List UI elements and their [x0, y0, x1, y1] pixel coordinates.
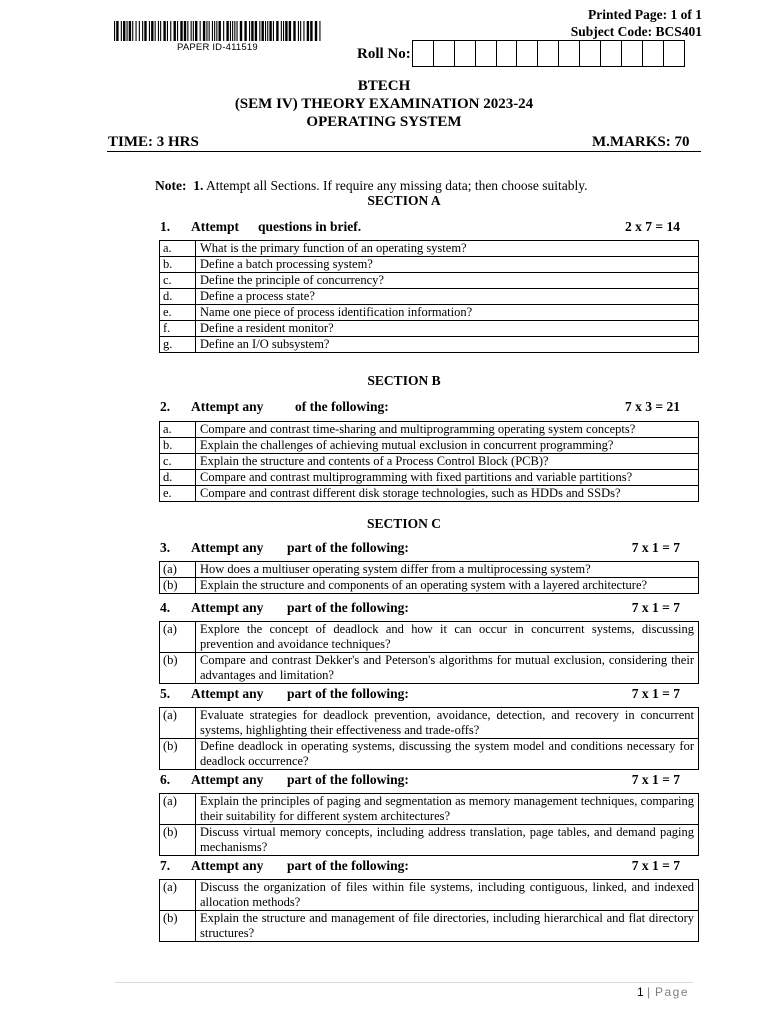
section-c-heading: SECTION C — [367, 516, 441, 531]
barcode-bar — [167, 21, 168, 41]
question-text: Compare and contrast time-sharing and multiprogramming operating system concepts? — [196, 422, 699, 438]
barcode-bar — [191, 21, 192, 41]
question-label: e. — [160, 305, 196, 321]
roll-no-box[interactable] — [663, 40, 685, 67]
roll-no-box[interactable] — [475, 40, 497, 67]
barcode-bar — [149, 21, 150, 41]
question-row — [160, 653, 699, 684]
note-label: Note: — [155, 178, 187, 193]
question-row — [160, 289, 699, 305]
marks-allocation: 7 x 1 = 7 — [631, 858, 680, 873]
barcode-bar — [237, 21, 238, 41]
barcode — [114, 21, 322, 41]
barcode-bar — [195, 21, 197, 41]
note — [155, 178, 588, 194]
question-text: Define a batch processing system? — [196, 257, 699, 273]
question-label: (a) — [160, 708, 196, 739]
question-row — [160, 422, 699, 438]
instruction-rest: part of the following: — [287, 600, 409, 615]
question-label: (b) — [160, 578, 196, 594]
instruction: Attempt any — [191, 686, 264, 701]
roll-no-box[interactable] — [621, 40, 643, 67]
question-row — [160, 578, 699, 594]
question-label: (a) — [160, 880, 196, 911]
barcode-bar — [249, 21, 250, 41]
barcode-bar — [214, 21, 215, 41]
barcode-bar — [114, 21, 115, 41]
page-separator: | — [647, 985, 652, 999]
barcode-bar — [226, 21, 228, 41]
question-label: (a) — [160, 562, 196, 578]
question-row — [160, 438, 699, 454]
instruction-rest: of the following: — [295, 399, 389, 414]
question-label: b. — [160, 438, 196, 454]
question-label: (a) — [160, 622, 196, 653]
question-6-table — [159, 793, 699, 856]
barcode-bar — [203, 21, 205, 41]
question-label: g. — [160, 337, 196, 353]
barcode-bar — [265, 21, 266, 41]
question-row — [160, 337, 699, 353]
barcode-bar — [303, 21, 304, 41]
marks-allocation: 2 x 7 = 14 — [625, 219, 680, 234]
barcode-bar — [281, 21, 282, 41]
note-number: 1. — [193, 178, 204, 193]
barcode-bar — [209, 21, 210, 41]
roll-no-box[interactable] — [516, 40, 538, 67]
question-row — [160, 257, 699, 273]
barcode-bar — [219, 21, 221, 41]
question-number: 5. — [160, 686, 171, 701]
barcode-bar — [200, 21, 201, 41]
question-number: 6. — [160, 772, 171, 787]
marks-allocation: 7 x 1 = 7 — [631, 686, 680, 701]
barcode-bar — [232, 21, 233, 41]
question-text: Evaluate strategies for deadlock prevention, avoidance, detection, and recovery in concurrent systems, highlighting their effectiveness and trade-offs? — [196, 708, 699, 739]
question-4-table — [159, 621, 699, 684]
marks-allocation: 7 x 3 = 21 — [625, 399, 680, 414]
barcode-bar — [142, 21, 143, 41]
question-text: Define a process state? — [196, 289, 699, 305]
question-number: 1. — [160, 219, 171, 234]
question-text: Explain the principles of paging and segmentation as memory management techniques, comparing their suitability for different system architectures? — [196, 794, 699, 825]
question-label: f. — [160, 321, 196, 337]
question-number: 3. — [160, 540, 171, 555]
barcode-bar — [129, 21, 131, 41]
barcode-bar — [212, 21, 213, 41]
barcode-bar — [136, 21, 137, 41]
paper-id: PAPER ID-411519 — [177, 42, 258, 53]
roll-no-box[interactable] — [558, 40, 580, 67]
barcode-bar — [293, 21, 295, 41]
question-text: Compare and contrast multiprogramming with fixed partitions and variable partitions? — [196, 470, 699, 486]
instruction-rest: part of the following: — [287, 772, 409, 787]
question-row — [160, 454, 699, 470]
barcode-bar — [255, 21, 257, 41]
barcode-bar — [180, 21, 182, 41]
barcode-bar — [174, 21, 176, 41]
page-number: 1 — [636, 985, 644, 999]
question-7-table — [159, 879, 699, 942]
question-text: Define an I/O subsystem? — [196, 337, 699, 353]
question-text: Define deadlock in operating systems, discussing the system model and conditions necessary for deadlock occurrence? — [196, 739, 699, 770]
question-row — [160, 273, 699, 289]
marks-allocation: 7 x 1 = 7 — [631, 600, 680, 615]
printed-page: Printed Page: 1 of 1 — [588, 7, 702, 22]
question-label: (b) — [160, 825, 196, 856]
question-label: (b) — [160, 653, 196, 684]
roll-no-box[interactable] — [454, 40, 476, 67]
question-label: b. — [160, 257, 196, 273]
instruction: Attempt any — [191, 399, 264, 414]
marks-allocation: 7 x 1 = 7 — [631, 772, 680, 787]
question-row — [160, 794, 699, 825]
question-row — [160, 470, 699, 486]
barcode-bar — [132, 21, 133, 41]
roll-no-box[interactable] — [412, 40, 434, 67]
barcode-bar — [160, 21, 161, 41]
question-3-table — [159, 561, 699, 594]
question-text: Explain the structure and components of an operating system with a layered architecture? — [196, 578, 699, 594]
barcode-bar — [240, 21, 242, 41]
question-label: a. — [160, 241, 196, 257]
instruction-rest: part of the following: — [287, 858, 409, 873]
instruction: Attempt any — [191, 600, 264, 615]
question-row — [160, 911, 699, 942]
question-2-table — [159, 421, 699, 502]
printed-info — [571, 6, 702, 40]
barcode-bar — [307, 21, 309, 41]
question-row — [160, 321, 699, 337]
barcode-bar — [262, 21, 264, 41]
question-text: Define a resident monitor? — [196, 321, 699, 337]
question-text: Compare and contrast Dekker's and Peterson's algorithms for mutual exclusion, considering their advantages and limitation? — [196, 653, 699, 684]
roll-no-box[interactable] — [579, 40, 601, 67]
question-label: c. — [160, 273, 196, 289]
roll-no-label: Roll No: — [357, 46, 411, 62]
question-label: d. — [160, 289, 196, 305]
barcode-bar — [177, 21, 178, 41]
roll-no-box[interactable] — [642, 40, 664, 67]
question-label: (a) — [160, 794, 196, 825]
barcode-bar — [144, 21, 146, 41]
exam-title: (SEM IV) THEORY EXAMINATION 2023-24 — [234, 96, 534, 112]
instruction: Attempt — [191, 219, 239, 234]
barcode-bar — [251, 21, 253, 41]
question-row — [160, 486, 699, 502]
subject-code: Subject Code: BCS401 — [570, 24, 702, 39]
question-text: Name one piece of process identification information? — [196, 305, 699, 321]
exam-time: TIME: 3 HRS — [108, 134, 199, 150]
question-text: What is the primary function of an operating system? — [196, 241, 699, 257]
barcode-bar — [223, 21, 224, 41]
instruction: Attempt any — [191, 772, 264, 787]
roll-no-box[interactable] — [537, 40, 559, 67]
question-1-table — [159, 240, 699, 353]
max-marks: M.MARKS: 70 — [592, 134, 690, 150]
barcode-bar — [234, 21, 235, 41]
instruction-rest: part of the following: — [287, 540, 409, 555]
subject-title: OPERATING SYSTEM — [306, 114, 462, 130]
section-b-heading: SECTION B — [367, 373, 441, 388]
barcode-bar — [163, 21, 165, 41]
barcode-bar — [267, 21, 268, 41]
barcode-bar — [289, 21, 291, 41]
barcode-bar — [315, 21, 317, 41]
question-text: Discuss virtual memory concepts, including address translation, page tables, and demand paging mechanisms? — [196, 825, 699, 856]
question-text: Define the principle of concurrency? — [196, 273, 699, 289]
question-label: a. — [160, 422, 196, 438]
barcode-bar — [283, 21, 284, 41]
barcode-bar — [230, 21, 231, 41]
question-number: 7. — [160, 858, 171, 873]
question-text: Discuss the organization of files within file systems, including contiguous, linked, and indexed allocation methods? — [196, 880, 699, 911]
question-text: Explain the structure and contents of a Process Control Block (PCB)? — [196, 454, 699, 470]
barcode-bar — [244, 21, 246, 41]
question-row — [160, 305, 699, 321]
question-text: How does a multiuser operating system differ from a multiprocessing system? — [196, 562, 699, 578]
question-text: Compare and contrast different disk storage technologies, such as HDDs and SSDs? — [196, 486, 699, 502]
question-label: (b) — [160, 739, 196, 770]
question-text: Explain the structure and management of file directories, including hierarchical and flat directory structures? — [196, 911, 699, 942]
barcode-bar — [116, 21, 118, 41]
barcode-bar — [276, 21, 278, 41]
question-row — [160, 880, 699, 911]
question-number: 2. — [160, 399, 171, 414]
barcode-bar — [193, 21, 194, 41]
barcode-bar — [273, 21, 274, 41]
page-footer — [637, 985, 689, 999]
barcode-bar — [170, 21, 171, 41]
instruction: Attempt any — [191, 540, 264, 555]
question-text: Explore the concept of deadlock and how it can occur in concurrent systems, discussing prevention and avoidance techniques? — [196, 622, 699, 653]
question-row — [160, 708, 699, 739]
note-text: Attempt all Sections. If require any missing data; then choose suitably. — [206, 178, 588, 193]
question-row — [160, 739, 699, 770]
question-label: e. — [160, 486, 196, 502]
barcode-bar — [310, 21, 312, 41]
barcode-bar — [155, 21, 156, 41]
barcode-bar — [259, 21, 260, 41]
question-row — [160, 241, 699, 257]
barcode-bar — [184, 21, 186, 41]
question-text: Explain the challenges of achieving mutual exclusion in concurrent programming? — [196, 438, 699, 454]
roll-no-box[interactable] — [600, 40, 622, 67]
barcode-bar — [216, 21, 217, 41]
question-label: (b) — [160, 911, 196, 942]
question-row — [160, 562, 699, 578]
question-row — [160, 622, 699, 653]
roll-no-box[interactable] — [433, 40, 455, 67]
barcode-bar — [139, 21, 140, 41]
instruction-rest: part of the following: — [287, 686, 409, 701]
barcode-bar — [158, 21, 159, 41]
header-divider — [107, 151, 701, 152]
barcode-bar — [127, 21, 128, 41]
roll-no-box[interactable] — [496, 40, 518, 67]
barcode-bar — [319, 21, 320, 41]
question-number: 4. — [160, 600, 171, 615]
program-title: BTECH — [357, 78, 411, 94]
barcode-bar — [151, 21, 153, 41]
question-label: c. — [160, 454, 196, 470]
page-word: Page — [654, 985, 689, 999]
footer-divider — [115, 982, 693, 983]
question-label: d. — [160, 470, 196, 486]
section-a-heading: SECTION A — [367, 193, 441, 208]
barcode-bar — [285, 21, 287, 41]
barcode-bar — [187, 21, 188, 41]
barcode-bar — [206, 21, 207, 41]
question-5-table — [159, 707, 699, 770]
marks-allocation: 7 x 1 = 7 — [631, 540, 680, 555]
barcode-bar — [121, 21, 122, 41]
instruction-rest: questions in brief. — [258, 219, 362, 234]
roll-no-boxes[interactable] — [413, 40, 685, 67]
barcode-bar — [300, 21, 301, 41]
instruction: Attempt any — [191, 858, 264, 873]
barcode-bar — [298, 21, 299, 41]
question-row — [160, 825, 699, 856]
barcode-bar — [269, 21, 271, 41]
barcode-bar — [123, 21, 125, 41]
